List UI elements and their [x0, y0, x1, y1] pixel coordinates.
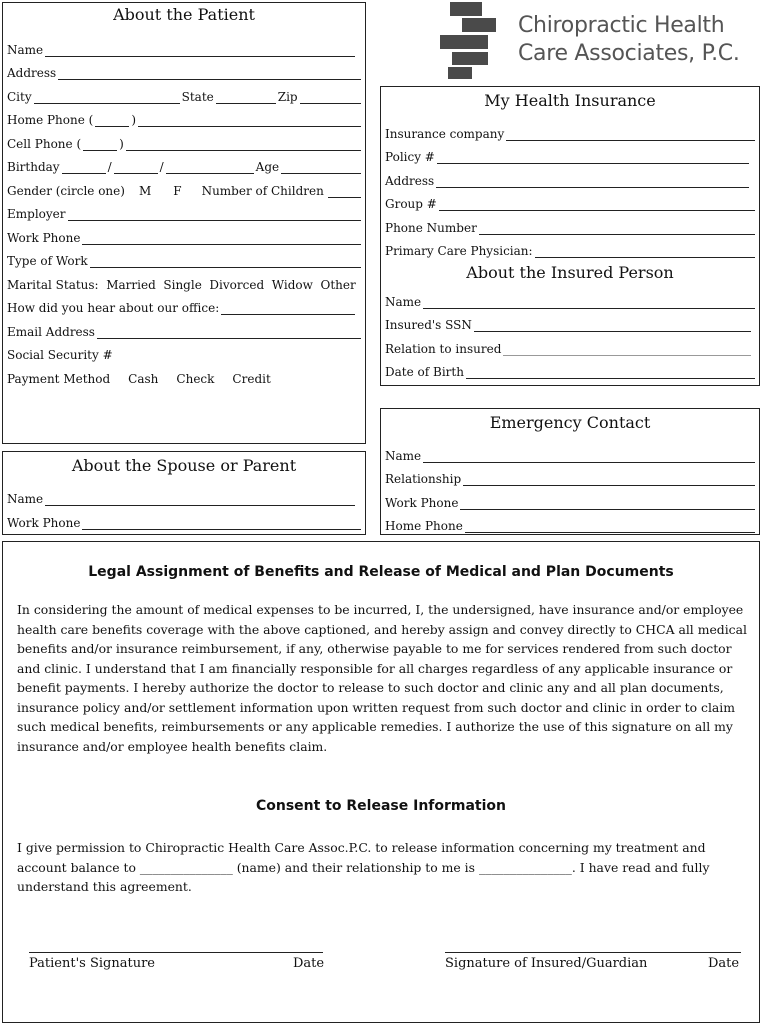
patient-type-of-work-field[interactable]	[90, 255, 361, 268]
emergency-relationship-label: Relationship	[385, 472, 462, 486]
payment-credit-option[interactable]: Credit	[232, 371, 271, 386]
patient-payment-label: Payment Method	[7, 371, 111, 386]
patient-home-area-code-field[interactable]	[95, 114, 129, 127]
insured-section-title: About the Insured Person	[466, 263, 674, 282]
insured-relation-field[interactable]	[503, 343, 751, 356]
patient-state-field[interactable]	[216, 91, 276, 104]
patient-work-phone-field[interactable]	[82, 232, 361, 245]
patient-cell-phone-label: Cell Phone (	[7, 136, 82, 151]
paren: )	[131, 113, 137, 127]
patient-cell-area-code-field[interactable]	[83, 138, 117, 151]
legal-section	[2, 541, 760, 1023]
spouse-section-title: About the Spouse or Parent	[71, 456, 297, 475]
paren: )	[119, 136, 124, 151]
patient-children-label: Number of Children	[201, 183, 324, 198]
consent-body: I give permission to Chiropractic Health Care Assoc.P.C. to release information concerning my treatment and account balance to _______________ (name) and their relationship to me is _______________. I have read and fully understand this agreement.	[17, 840, 710, 894]
birthday-year-field[interactable]	[166, 161, 254, 174]
slash: /	[107, 160, 112, 174]
patient-type-of-work-label: Type of Work	[7, 254, 88, 268]
emergency-section-title: Emergency Contact	[489, 413, 651, 432]
patient-section-title: About the Patient	[113, 5, 255, 24]
insurance-policy-label: Policy #	[385, 150, 435, 164]
patient-employer-field[interactable]	[68, 208, 362, 221]
insurance-pcp-label: Primary Care Physician:	[385, 244, 533, 258]
insured-ssn-label: Insured's SSN	[385, 318, 472, 332]
emergency-name-field[interactable]	[423, 450, 755, 463]
insured-signature-label: Signature of Insured/Guardian	[445, 956, 648, 971]
insurance-company-label: Insurance company	[385, 126, 505, 141]
spouse-name-label: Name	[7, 492, 44, 506]
patient-signature-label: Patient's Signature	[29, 956, 155, 971]
patient-zip-field[interactable]	[300, 91, 361, 104]
patient-children-field[interactable]	[328, 185, 361, 198]
insurance-company-field[interactable]	[506, 128, 755, 141]
insurance-phone-label: Phone Number	[385, 220, 477, 235]
logo-name-line2: Care Associates, P.C.	[518, 41, 740, 66]
patient-referral-label: How did you hear about our office:	[7, 301, 220, 315]
spouse-work-phone-label: Work Phone	[7, 516, 81, 530]
insured-dob-field[interactable]	[466, 366, 755, 379]
insured-signature-line[interactable]	[445, 952, 741, 953]
patient-work-phone-label: Work Phone	[7, 230, 81, 245]
insured-dob-label: Date of Birth	[385, 365, 464, 379]
insured-ssn-field[interactable]	[474, 319, 751, 332]
legal-title: Legal Assignment of Benefits and Release of Medical and Plan Documents	[88, 564, 674, 580]
insurance-address-label: Address	[385, 173, 435, 188]
insurance-phone-field[interactable]	[479, 222, 755, 235]
emergency-work-phone-label: Work Phone	[385, 495, 459, 510]
spouse-work-phone-field[interactable]	[82, 517, 361, 530]
insurance-group-label: Group #	[385, 197, 437, 211]
legal-body: In considering the amount of medical expenses to be incurred, I, the undersigned, have insurance and/or employee health care benefits coverage with the above captioned, and hereby assign and convey directly to CHCA all medical benefits and/or insurance reimbursement, if any, otherwise payable to me for services rendered from such doctor and clinic. I understand that I am financially responsible for all charges regardless of any applicable insurance or benefit payments. I hereby authorize the doctor to release to such doctor and clinic any and all plan documents, insurance policy and/or settlement information upon written request from such doctor and clinic in order to claim such medical benefits, reimbursements or any applicable remedies. I authorize the use of this signature on all my insurance and/or employee health benefits claim.	[17, 602, 747, 754]
patient-email-field[interactable]	[97, 326, 361, 339]
insurance-address-field[interactable]	[436, 175, 749, 188]
insured-date-label: Date	[708, 956, 740, 971]
insurance-section-title: My Health Insurance	[484, 91, 656, 110]
birthday-month-field[interactable]	[62, 161, 106, 174]
emergency-home-phone-label: Home Phone	[385, 519, 463, 533]
birthday-day-field[interactable]	[114, 161, 158, 174]
insured-name-field[interactable]	[423, 296, 755, 309]
emergency-section	[380, 408, 760, 535]
patient-address-field[interactable]	[58, 67, 361, 80]
patient-home-phone-field[interactable]	[138, 114, 361, 127]
patient-email-label: Email Address	[7, 324, 95, 339]
insurance-section	[380, 86, 760, 386]
patient-employer-label: Employer	[7, 207, 66, 221]
spouse-name-field[interactable]	[45, 493, 355, 506]
patient-date-label: Date	[293, 956, 325, 971]
patient-signature-line[interactable]	[29, 952, 323, 953]
patient-marital-status[interactable]: Marital Status: Married Single Divorced Widow Other	[7, 277, 356, 292]
emergency-home-phone-field[interactable]	[465, 520, 755, 533]
patient-zip-label: Zip	[277, 89, 298, 104]
patient-birthday-label: Birthday	[7, 160, 60, 174]
patient-cell-phone-field[interactable]	[126, 138, 361, 151]
gender-f-option[interactable]: F	[173, 183, 182, 198]
insurance-group-field[interactable]	[439, 198, 755, 211]
insurance-policy-field[interactable]	[437, 151, 749, 164]
patient-city-label: City	[7, 89, 32, 104]
payment-check-option[interactable]: Check	[176, 371, 215, 386]
emergency-work-phone-field[interactable]	[460, 497, 755, 510]
patient-name-field[interactable]	[45, 44, 355, 57]
logo-emblem-icon	[440, 2, 514, 80]
patient-section	[2, 2, 366, 444]
patient-name-label: Name	[7, 42, 44, 57]
patient-ssn-label: Social Security #	[7, 348, 113, 362]
insured-relation-label: Relation to insured	[385, 341, 502, 356]
patient-age-field[interactable]	[281, 161, 361, 174]
patient-city-field[interactable]	[34, 91, 180, 104]
patient-state-label: State	[181, 89, 214, 104]
emergency-name-label: Name	[385, 448, 422, 463]
gender-m-option[interactable]: M	[138, 183, 152, 198]
company-logo	[440, 2, 760, 80]
slash: /	[159, 160, 164, 174]
insurance-pcp-field[interactable]	[535, 245, 755, 258]
insured-name-label: Name	[385, 294, 422, 309]
payment-cash-option[interactable]: Cash	[128, 371, 159, 386]
logo-name-line1: Chiropractic Health	[518, 13, 725, 38]
patient-age-label: Age	[255, 160, 280, 174]
patient-referral-field[interactable]	[221, 302, 355, 315]
patient-address-label: Address	[7, 66, 57, 80]
patient-gender-label: Gender (circle one)	[7, 183, 125, 198]
patient-home-phone-label: Home Phone (	[7, 113, 94, 127]
emergency-relationship-field[interactable]	[463, 473, 755, 486]
spouse-section	[2, 451, 366, 535]
consent-title: Consent to Release Information	[255, 798, 507, 814]
